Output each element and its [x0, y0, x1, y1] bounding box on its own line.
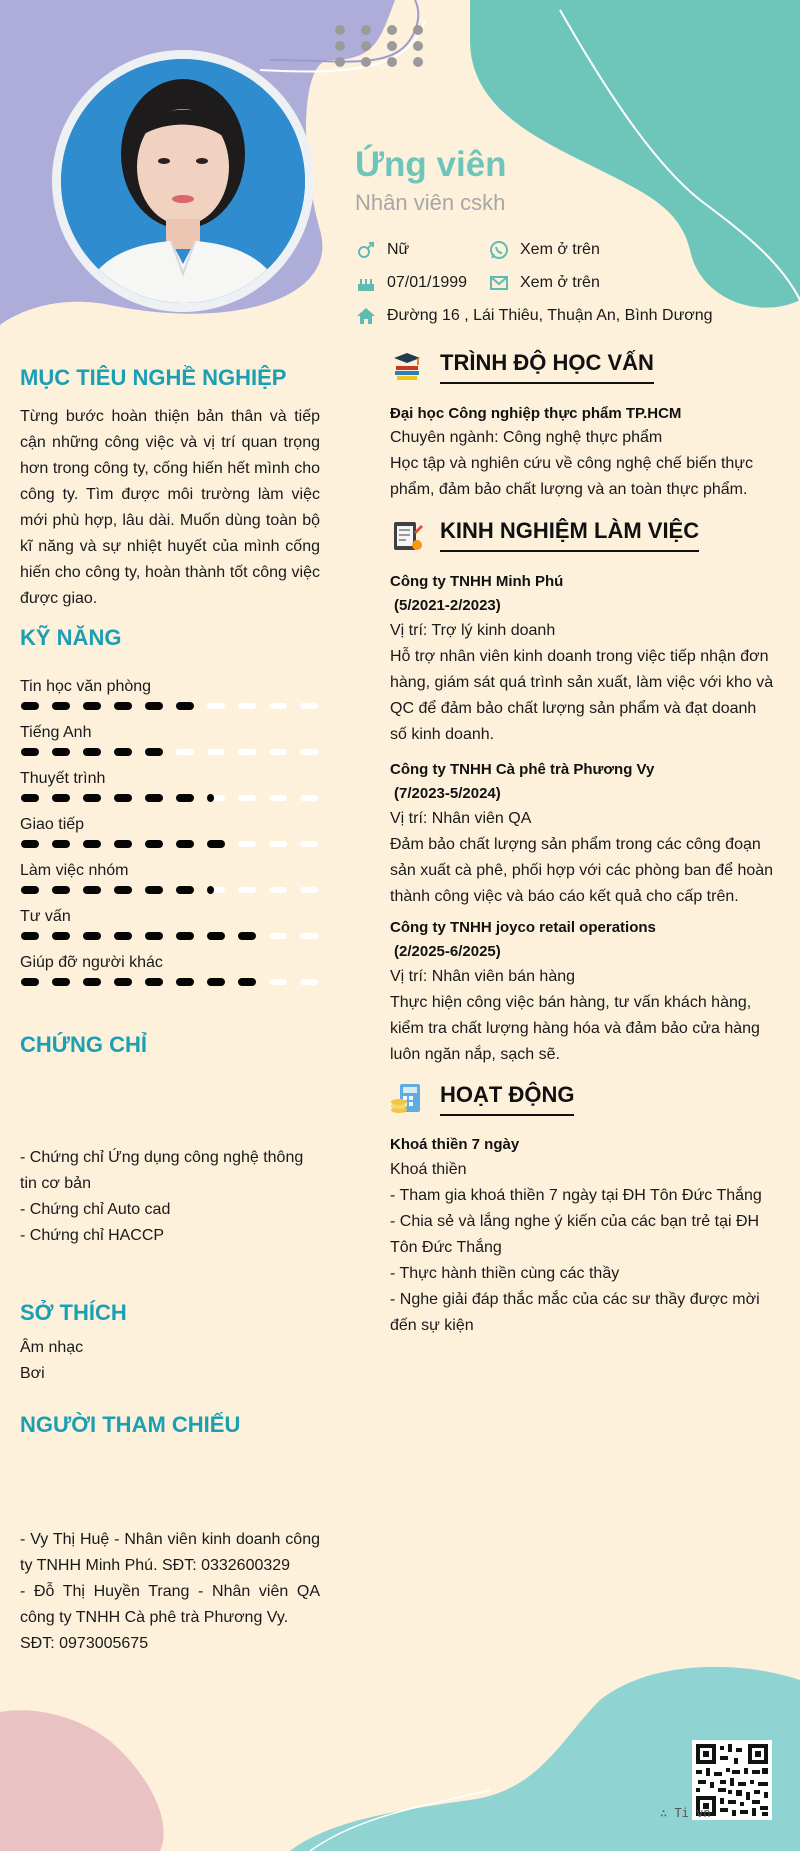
skill-segment-empty	[300, 979, 318, 985]
education-school: Đại học Công nghiệp thực phẩm TP.HCM	[390, 405, 682, 422]
job-company: Công ty TNHH Minh Phú	[390, 573, 564, 590]
skill-segment-filled	[21, 886, 39, 894]
skill-segment-filled	[145, 794, 163, 802]
skill-segment-filled	[114, 794, 132, 802]
skill-segment-empty	[207, 749, 225, 755]
experience-heading: KINH NGHIỆM LÀM VIỆC	[440, 518, 699, 552]
skill-segment-empty	[269, 795, 287, 801]
education-heading: TRÌNH ĐỘ HỌC VẤN	[440, 350, 654, 384]
job-company: Công ty TNHH joyco retail operations	[390, 919, 656, 936]
skill-segment-filled	[176, 702, 194, 710]
skill-segment-filled	[83, 748, 101, 756]
skill-segment-filled	[207, 794, 214, 802]
skill-segment-empty	[269, 887, 287, 893]
skill-bar	[20, 700, 322, 712]
skill-segment-filled	[83, 702, 101, 710]
envelope-icon	[488, 272, 510, 294]
skill-segment-empty	[269, 749, 287, 755]
skill-segment-empty	[207, 703, 225, 709]
activity-list	[390, 1183, 775, 1339]
skill-segment-filled	[21, 932, 39, 940]
skill-segment-filled	[52, 748, 70, 756]
job-position: Vị trí: Trợ lý kinh doanh	[390, 622, 556, 639]
skill-segment-filled	[83, 840, 101, 848]
job-description: Thực hiện công việc bán hàng, tư vấn khách hàng, kiểm tra chất lượng hàng hóa và đảm bảo cửa hàng luôn ngăn nắp, sạch sẽ.	[390, 994, 760, 1063]
references-list	[20, 1527, 320, 1657]
skill-segment-filled	[21, 748, 39, 756]
job-company: Công ty TNHH Cà phê trà Phương Vy	[390, 761, 655, 778]
skill-segment-filled	[176, 886, 194, 894]
birthday-cake-icon	[355, 272, 377, 294]
education-major: Chuyên ngành: Công nghệ thực phẩm	[390, 429, 663, 446]
phone-icon	[488, 239, 510, 261]
skill-segment-filled	[52, 932, 70, 940]
activity-subtitle: Khoá thiền	[390, 1161, 467, 1178]
skill-segment-filled	[52, 886, 70, 894]
job-position: Vị trí: Nhân viên bán hàng	[390, 968, 576, 985]
skill-segment-empty	[269, 979, 287, 985]
references-heading: NGƯỜI THAM CHIẾU	[20, 1412, 241, 1437]
skill-segment-filled	[176, 794, 194, 802]
skill-segment-filled	[83, 932, 101, 940]
address-value: Đường 16 , Lái Thiêu, Thuận An, Bình Dương	[387, 307, 713, 324]
skill-segment-empty	[300, 841, 318, 847]
skill-segment-filled	[83, 978, 101, 986]
education-heading-row	[390, 350, 654, 384]
hobby-item: Âm nhạc	[20, 1339, 84, 1356]
activity-item: - Thực hành thiền cùng các thầy	[390, 1265, 620, 1282]
skill-segment-filled	[21, 702, 39, 710]
skill-segment-filled	[207, 978, 225, 986]
skill-label: Thuyết trình	[20, 770, 106, 787]
activities-heading-row	[390, 1082, 574, 1116]
skill-segment-filled	[21, 794, 39, 802]
education-description: Học tập và nghiên cứu về công nghệ chế biến thực phẩm, đảm bảo chất lượng và an toàn thực phẩm.	[390, 455, 753, 498]
birthday-row	[355, 272, 467, 294]
skill-label: Tin học văn phòng	[20, 678, 152, 695]
skill-label: Làm việc nhóm	[20, 862, 129, 879]
skill-label: Giúp đỡ người khác	[20, 954, 163, 971]
skill-segment-filled	[176, 932, 194, 940]
skill-bar	[20, 930, 322, 942]
skill-segment-filled	[21, 978, 39, 986]
skill-segment-filled	[114, 978, 132, 986]
skill-segment-filled	[207, 886, 214, 894]
skill-segment-filled	[52, 840, 70, 848]
contact-value-2: Xem ở trên	[520, 274, 600, 291]
profile-photo	[61, 59, 305, 303]
skill-segment-empty	[176, 749, 194, 755]
skill-segment-filled	[21, 840, 39, 848]
skill-segment-filled	[145, 978, 163, 986]
skill-segment-empty	[269, 841, 287, 847]
skill-segment-empty	[300, 887, 318, 893]
job-period: (7/2023-5/2024)	[394, 785, 501, 802]
skill-segment-empty	[300, 703, 318, 709]
activity-item: - Tham gia khoá thiền 7 ngày tại ĐH Tôn Đức Thắng	[390, 1187, 762, 1204]
skill-segment-filled	[114, 840, 132, 848]
skill-segment-filled	[145, 702, 163, 710]
activity-name: Khoá thiền 7 ngày	[390, 1136, 520, 1153]
job-description: Hỗ trợ nhân viên kinh doanh trong việc tiếp nhận đơn hàng, giám sát quá trình sản xuất, làm việc với kho và QC để đảm bảo chất lượng sản phẩm và đạt doanh số kinh doanh.	[390, 648, 774, 743]
skill-segment-filled	[114, 886, 132, 894]
certificates-list	[20, 1145, 320, 1249]
objective-text: Từng bước hoàn thiện bản thân và tiếp cận những công việc và vị trí quan trọng hơn trong công ty, cống hiến hết mình cho công ty. Tìm được môi trường làm việc mới phù hợp, lâu dài. Muốn dùng toàn bộ kĩ năng và sự nhiệt huyết của mình cống hiến cho công ty, hoàn thành tốt công việc được giao.	[20, 408, 320, 607]
skill-segment-filled	[238, 978, 256, 986]
skill-segment-filled	[52, 978, 70, 986]
skill-segment-filled	[207, 932, 225, 940]
gender-row	[355, 239, 409, 261]
job-position: Vị trí: Nhân viên QA	[390, 810, 532, 827]
job-period: (2/2025-6/2025)	[394, 943, 501, 960]
hobbies-list	[20, 1335, 320, 1387]
skill-segment-empty	[269, 933, 287, 939]
activity-item: - Nghe giải đáp thắc mắc của các sư thầy được mời đến sự kiện	[390, 1291, 760, 1334]
home-icon	[355, 305, 377, 327]
skill-label: Tiếng Anh	[20, 724, 92, 741]
candidate-position: Nhân viên cskh	[355, 190, 506, 215]
skill-segment-filled	[207, 840, 225, 848]
skill-segment-filled	[114, 702, 132, 710]
skill-segment-filled	[145, 932, 163, 940]
skill-bar	[20, 746, 322, 758]
skill-segment-filled	[145, 886, 163, 894]
hobbies-heading: SỞ THÍCH	[20, 1300, 127, 1325]
skill-segment-filled	[83, 886, 101, 894]
experience-heading-row	[390, 518, 699, 552]
skill-segment-empty	[238, 703, 256, 709]
objective-heading: MỤC TIÊU NGHỀ NGHIỆP	[20, 365, 287, 390]
skill-segment-filled	[145, 840, 163, 848]
gender-icon	[355, 239, 377, 261]
skill-segment-filled	[145, 748, 163, 756]
clipboard-icon	[390, 518, 424, 552]
certificate-item: - Chứng chỉ Ứng dụng công nghệ thông tin cơ bản	[20, 1149, 304, 1192]
reference-item: SĐT: 0973005675	[20, 1635, 149, 1652]
skill-bar	[20, 884, 322, 896]
contact-row-2	[488, 272, 600, 294]
activities-heading: HOẠT ĐỘNG	[440, 1082, 574, 1116]
skill-segment-filled	[176, 840, 194, 848]
skill-segment-filled	[83, 794, 101, 802]
skills-heading: KỸ NĂNG	[20, 625, 122, 650]
skill-bar	[20, 792, 322, 804]
skill-segment-filled	[52, 794, 70, 802]
job-period: (5/2021-2/2023)	[394, 597, 501, 614]
candidate-name: Ứng viên	[355, 145, 507, 184]
skill-segment-empty	[300, 933, 318, 939]
certificates-heading: CHỨNG CHỈ	[20, 1032, 148, 1057]
activity-item: - Chia sẻ và lắng nghe ý kiến của các bạn trẻ tại ĐH Tôn Đức Thắng	[390, 1213, 760, 1256]
skill-segment-filled	[52, 702, 70, 710]
birthday-value: 07/01/1999	[387, 274, 468, 291]
skill-label: Tư vấn	[20, 908, 71, 925]
skill-segment-empty	[238, 841, 256, 847]
skill-segment-filled	[114, 748, 132, 756]
address-row	[355, 305, 713, 327]
reference-item: - Đỗ Thị Huyền Trang - Nhân viên QA công ty TNHH Cà phê trà Phương Vy.	[20, 1583, 320, 1626]
calculator-coins-icon	[390, 1082, 424, 1116]
certificate-item: - Chứng chỉ Auto cad	[20, 1201, 171, 1218]
skill-segment-empty	[300, 749, 318, 755]
skill-segment-empty	[238, 795, 256, 801]
skill-label: Giao tiếp	[20, 816, 85, 833]
skill-bar	[20, 976, 322, 988]
skill-segment-empty	[269, 703, 287, 709]
skill-segment-filled	[238, 932, 256, 940]
graduation-books-icon	[390, 350, 424, 384]
skill-bar	[20, 838, 322, 850]
reference-item: - Vy Thị Huệ - Nhân viên kinh doanh công ty TNHH Minh Phú. SĐT: 0332600329	[20, 1531, 320, 1574]
certificate-item: - Chứng chỉ HACCP	[20, 1227, 165, 1244]
contact-row-1	[488, 239, 600, 261]
avatar	[52, 50, 314, 312]
skill-segment-empty	[238, 749, 256, 755]
contact-value-1: Xem ở trên	[520, 241, 600, 258]
skill-segment-filled	[176, 978, 194, 986]
gender-value: Nữ	[387, 241, 410, 258]
job-description: Đảm bảo chất lượng sản phẩm trong các công đoạn sản xuất cà phê, phối hợp với các phòng ban để hoàn thành công việc và báo cáo kết quả cho cấp trên.	[390, 836, 774, 905]
skill-segment-empty	[238, 887, 256, 893]
skill-segment-filled	[114, 932, 132, 940]
skill-segment-empty	[300, 795, 318, 801]
hobby-item: Bơi	[20, 1365, 45, 1382]
qr-caption: ∴ Ti vn	[660, 1806, 711, 1820]
